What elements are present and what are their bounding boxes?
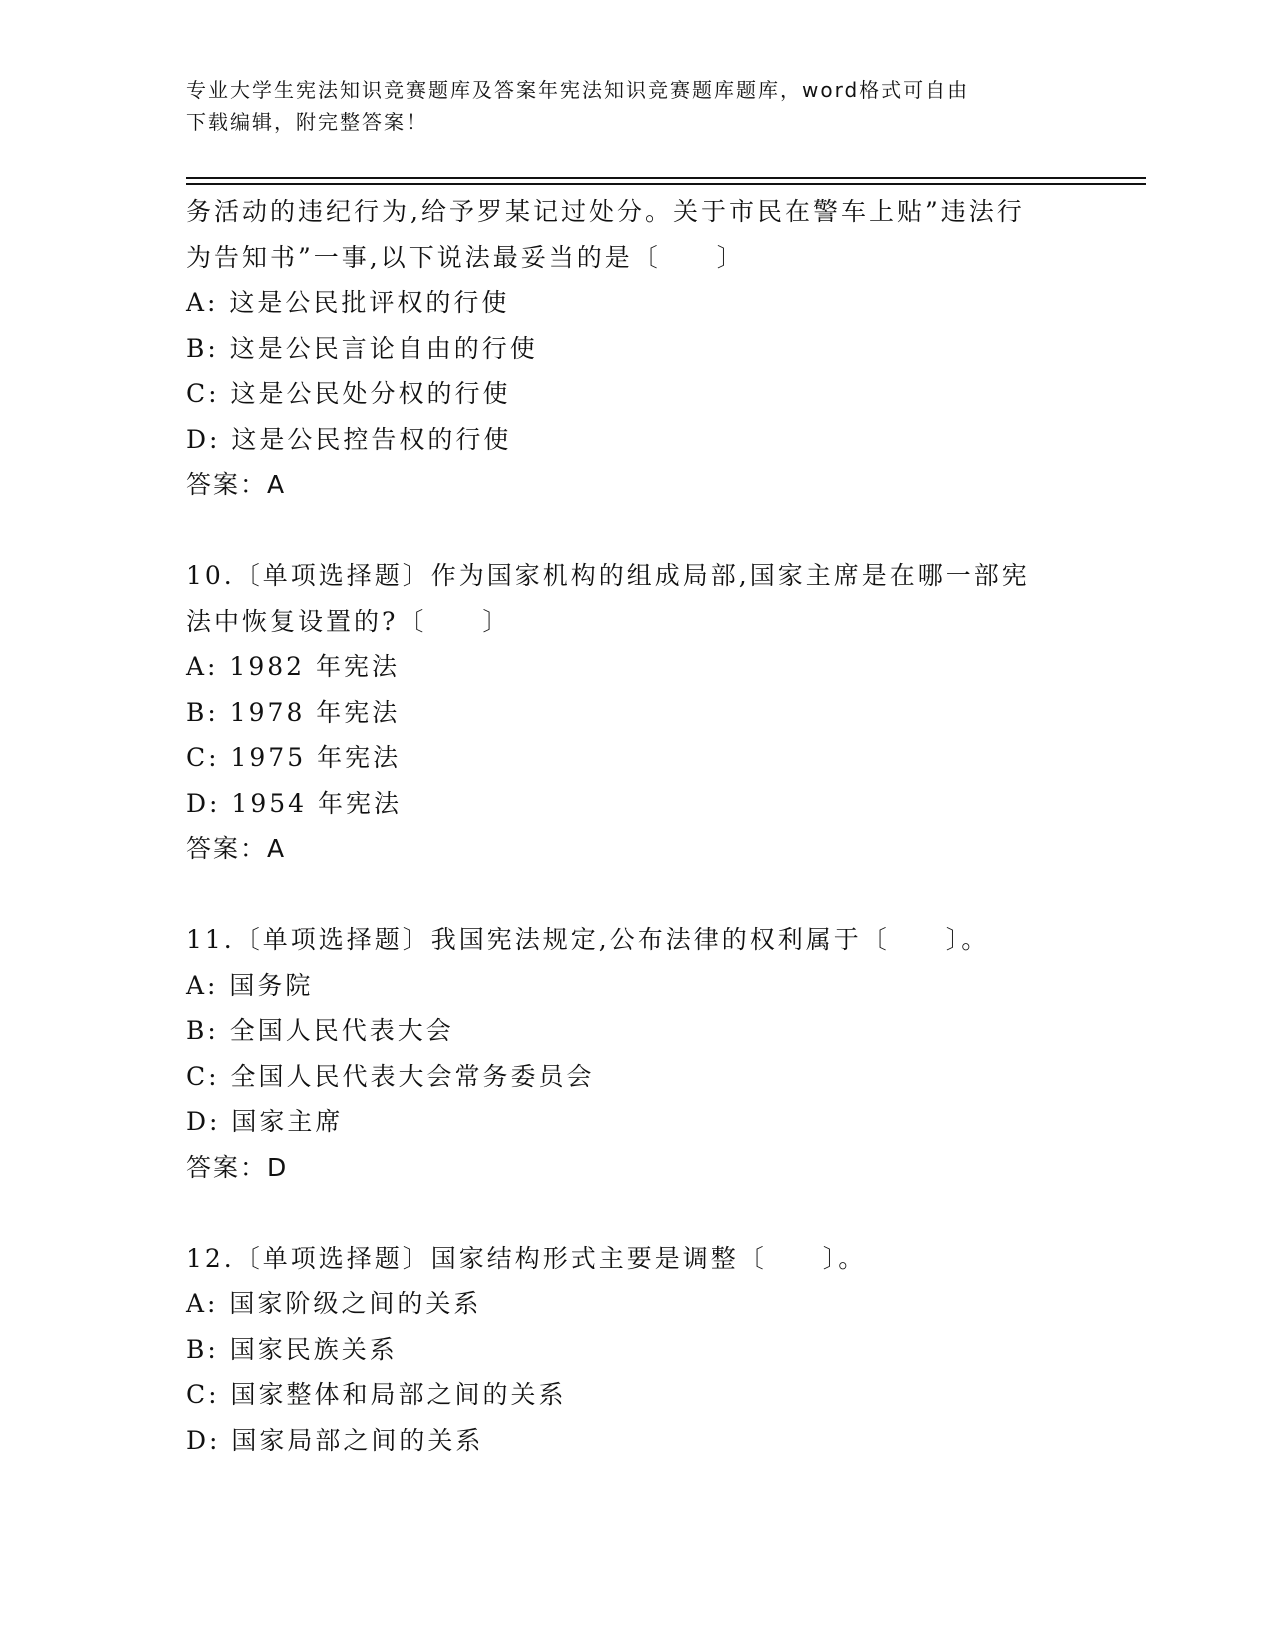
spacer (186, 508, 1086, 554)
header-line-2: 下载编辑，附完整答案！ (186, 110, 428, 134)
option-d: D: 这是公民控告权的行使 (186, 424, 512, 454)
document-header (186, 74, 1066, 138)
option-c: C: 国家整体和局部之间的关系 (186, 1380, 567, 1409)
question-10 (186, 553, 1086, 872)
spacer (186, 1190, 1086, 1236)
option-a: A: 国家阶级之间的关系 (186, 1289, 482, 1318)
option-d: D: 1954 年宪法 (186, 788, 402, 818)
question-list (186, 189, 1086, 1463)
answer-line: 答案：A (186, 470, 287, 499)
option-d: D: 国家主席 (186, 1107, 344, 1136)
spacer (186, 872, 1086, 918)
option-c: C: 这是公民处分权的行使 (186, 379, 511, 408)
question-stem: 11.〔单项选择题〕我国宪法规定,公布法律的权利属于〔 〕。 (186, 925, 990, 954)
header-divider-bottom (186, 183, 1146, 185)
question-stem: 法中恢复设置的?〔 〕 (186, 606, 511, 636)
question-12 (186, 1236, 1086, 1464)
option-a: A: 1982 年宪法 (186, 652, 400, 681)
header-line-1: 专业大学生宪法知识竞赛题库及答案年宪法知识竞赛题库题库，word格式可自由 (186, 78, 970, 102)
option-c: C: 全国人民代表大会常务委员会 (186, 1061, 595, 1091)
option-c: C: 1975 年宪法 (186, 743, 402, 772)
option-b: B: 这是公民言论自由的行使 (186, 333, 538, 363)
question-9 (186, 189, 1086, 508)
question-stem: 为告知书”一事,以下说法最妥当的是〔 〕 (186, 242, 745, 272)
header-divider-top (186, 177, 1146, 179)
question-11 (186, 917, 1086, 1190)
option-a: A: 这是公民批评权的行使 (186, 288, 510, 317)
option-b: B: 国家民族关系 (186, 1334, 398, 1364)
option-b: B: 1978 年宪法 (186, 697, 401, 727)
question-stem: 10.〔单项选择题〕作为国家机构的组成局部,国家主席是在哪一部宪 (186, 561, 1030, 590)
option-a: A: 国务院 (186, 970, 314, 1000)
question-stem: 12.〔单项选择题〕国家结构形式主要是调整〔 〕。 (186, 1243, 867, 1273)
answer-line: 答案：D (186, 1152, 289, 1182)
question-stem: 务活动的违纪行为,给予罗某记过处分。关于市民在警车上贴”违法行 (186, 197, 1025, 226)
option-d: D: 国家局部之间的关系 (186, 1425, 484, 1455)
option-b: B: 全国人民代表大会 (186, 1016, 454, 1045)
answer-line: 答案：A (186, 834, 287, 863)
